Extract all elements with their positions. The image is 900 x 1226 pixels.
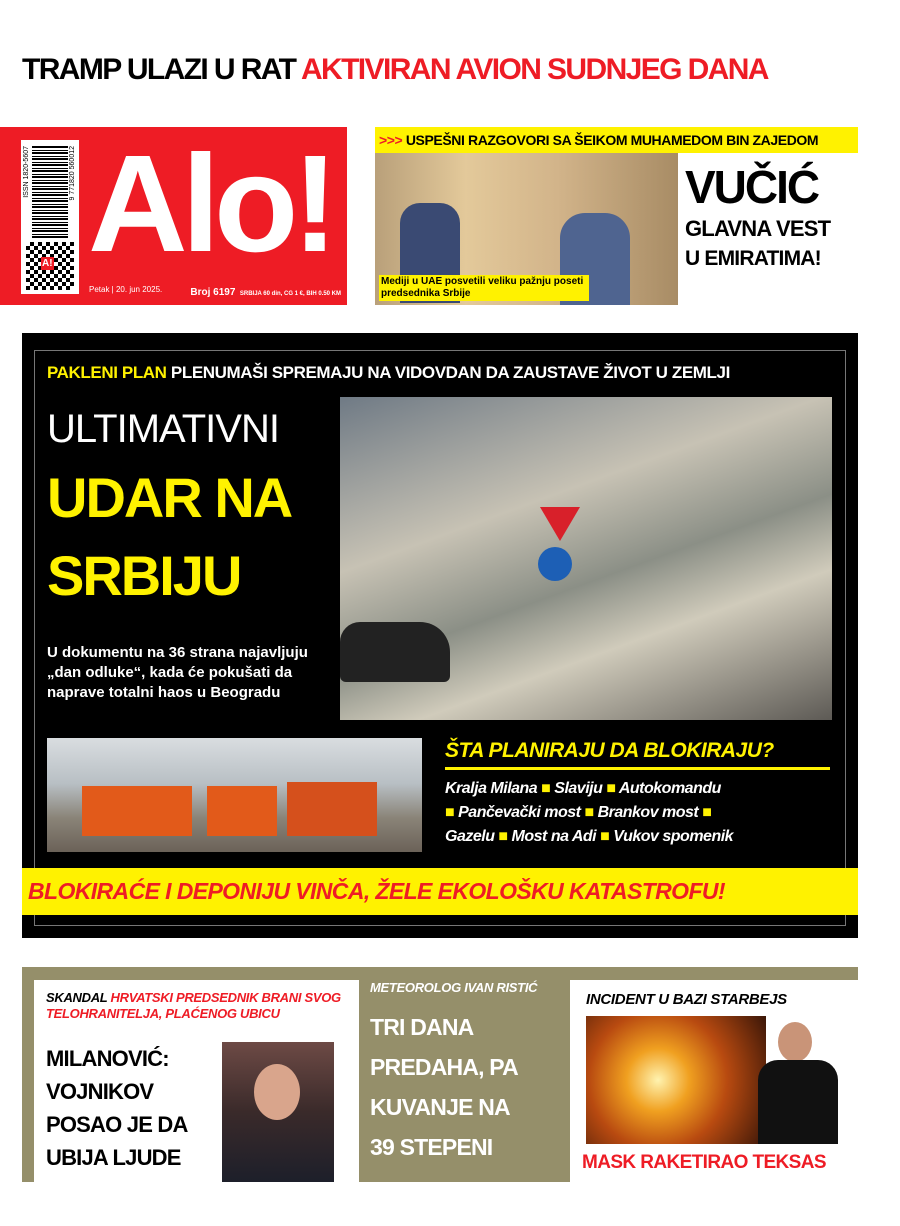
photo-face (778, 1022, 812, 1062)
main-headline-1: ULTIMATIVNI (47, 407, 279, 451)
bullet-icon: ■ (606, 780, 616, 797)
musk-kicker: INCIDENT U BAZI STARBEJS (586, 991, 787, 1008)
musk-photo (740, 1014, 850, 1144)
main-kicker[interactable] (47, 359, 837, 387)
issue-date: Petak | 20. jun 2025. (89, 285, 163, 294)
yield-sign-icon (540, 507, 580, 541)
list-item: Vukov spomenik (613, 828, 734, 845)
main-story (22, 333, 858, 938)
photo-car (340, 622, 450, 682)
main-body: U dokumentu na 36 strana najavljuju „dan odluke“, kada će pokušati da naprave totalni haos u Beogradu (47, 644, 308, 701)
list-item: Pančevački most (458, 804, 581, 821)
prices: SRBIJA 60 din, CG 1 €, BIH 0.50 KM (239, 291, 341, 297)
weather-story[interactable] (370, 977, 558, 1167)
bullet-icon: ■ (584, 804, 594, 821)
photo-body (758, 1060, 838, 1144)
bullet-icon: ■ (702, 804, 712, 821)
arrows-icon: >>> (379, 132, 403, 148)
headline-line: MILANOVIĆ: (46, 1046, 169, 1071)
issue-number: Broj 6197 (190, 287, 236, 298)
headline-line: VOJNIKOV (46, 1079, 154, 1104)
lead-headline-1: VUČIĆ (685, 161, 819, 213)
headline-line: TRI DANA (370, 1014, 474, 1040)
list-item: Kralja Milana (445, 780, 538, 797)
bullet-icon: ■ (541, 780, 551, 797)
milanovic-photo (222, 1042, 334, 1182)
masthead (0, 127, 347, 305)
musk-story[interactable] (570, 980, 858, 1182)
main-headline-2: UDAR NA (47, 466, 292, 529)
list-item: Autokomandu (618, 780, 721, 797)
bullet-icon: ■ (600, 828, 610, 845)
list-item: Brankov most (597, 804, 699, 821)
headline-line: PREDAHA, PA (370, 1054, 518, 1080)
musk-headline: MASK RAKETIRAO TEKSAS (582, 1152, 826, 1173)
kicker-black: SKANDAL (46, 990, 108, 1005)
photo-truck (207, 786, 277, 836)
kicker-red: HRVATSKI PREDSEDNIK BRANI SVOG TELOHRANITELJA, PLAĆENOG UBICU (46, 990, 341, 1021)
headline-line: KUVANJE NA (370, 1094, 510, 1120)
vinca-banner[interactable]: BLOKIRAĆE I DEPONIJU VINČA, ŽELE EKOLOŠKU KATASTROFU! (22, 868, 858, 915)
headline-line: 39 STEPENI (370, 1134, 493, 1160)
list-item: Gazelu (445, 828, 495, 845)
issue-info (190, 282, 341, 300)
lead-headline[interactable] (685, 160, 858, 274)
headline-line: UBIJA LJUDE (46, 1145, 181, 1170)
milanovic-kicker (46, 990, 351, 1022)
bottom-section (22, 967, 858, 1182)
photo-face (254, 1064, 300, 1120)
main-kicker-yellow: PAKLENI PLAN (47, 363, 167, 382)
explosion-photo (586, 1016, 766, 1144)
blockade-list (445, 777, 840, 849)
top-headline[interactable] (22, 50, 858, 90)
direction-sign-icon (538, 547, 572, 581)
lead-headline-2: GLAVNA VEST (685, 216, 831, 241)
main-headline-3: SRBIJU (47, 544, 241, 607)
milanovic-story[interactable] (34, 980, 359, 1182)
list-title: ŠTA PLANIRAJU DA BLOKIRAJU? (445, 735, 830, 770)
logo[interactable]: Alo! (88, 127, 333, 281)
landfill-photo[interactable] (47, 738, 422, 852)
bullet-icon: ■ (445, 804, 455, 821)
lead-kicker-text: USPEŠNI RAZGOVORI SA ŠEIKOM MUHAMEDOM BIN ZAJEDOM (405, 132, 819, 148)
photo-truck (82, 786, 192, 836)
list-item: Slaviju (554, 780, 603, 797)
milanovic-headline (46, 1042, 218, 1174)
barcode-panel (21, 140, 79, 294)
main-headline[interactable] (47, 399, 332, 615)
issn: ISSN 1820-5607 (23, 146, 30, 198)
bullet-icon: ■ (498, 828, 508, 845)
list-item: Most na Adi (511, 828, 597, 845)
main-kicker-white: PLENUMAŠI SPREMAJU NA VIDOVDAN DA ZAUSTAVE ŽIVOT U ZEMLJI (170, 363, 730, 382)
barcode-number: 9 771820 560012 (69, 146, 76, 201)
photo-truck (287, 782, 377, 836)
top-headline-red: AKTIVIRAN AVION SUDNJEG DANA (300, 53, 768, 86)
top-headline-black: TRAMP ULAZI U RAT (22, 53, 296, 86)
protest-photo[interactable] (340, 397, 832, 720)
qr-badge: A! (42, 258, 53, 269)
lead-photo[interactable] (375, 153, 678, 305)
headline-line: POSAO JE DA (46, 1112, 188, 1137)
lead-kicker[interactable] (375, 127, 858, 153)
weather-kicker: METEOROLOG IVAN RISTIĆ (370, 980, 538, 995)
qr-code[interactable] (26, 242, 74, 290)
lead-caption: Mediji u UAE posvetili veliku pažnju poseti predsednika Srbije (379, 275, 589, 301)
lead-headline-3: U EMIRATIMA! (685, 247, 821, 270)
barcode (32, 146, 68, 238)
